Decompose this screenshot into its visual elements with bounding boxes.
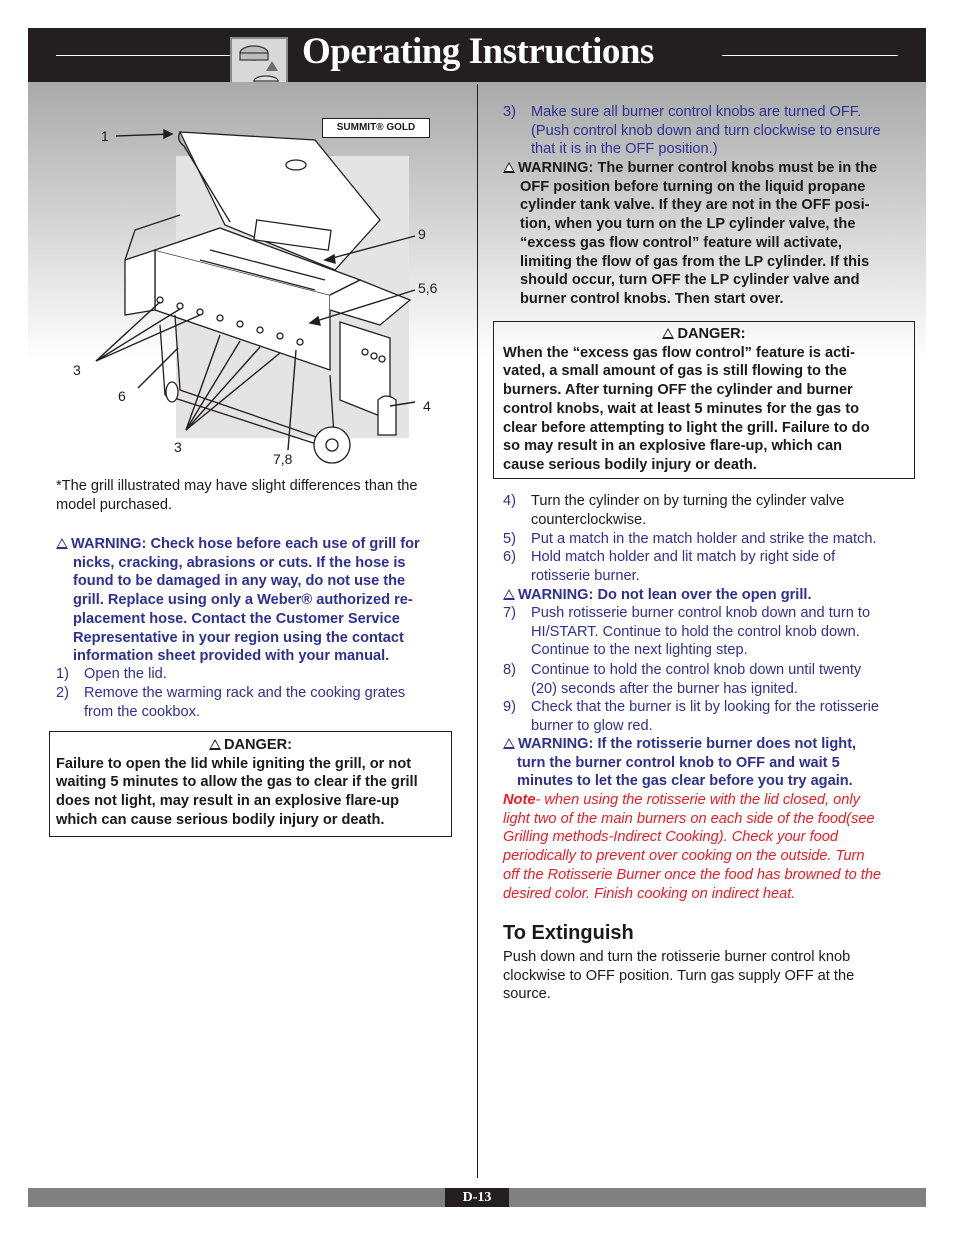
- rotisserie-note: Note- when using the rotisserie with the lid closed, only light two of the main burners on each side of the food(see Grilling methods-Indirect Cooking). Check your food periodically to prevent over cooking on the outside. Turn off the Rotisserie Burner once the food has browned to the desired color. Finish cooking on indirect heat.: [503, 792, 882, 902]
- hose-warning: WARNING: Check hose before each use of grill for nicks, cracking, abrasions or cuts. If the hose is found to be damaged in any way, do not use the grill. Replace using only a Weber® authorized re- placement hose. Contact the Customer Service Representative in your region using the contact information sheet provided with your manual.: [56, 535, 456, 666]
- grill-illustration: [60, 110, 420, 470]
- step-2: 2) Remove the warming rack and the cooking grates from the cookbox.: [56, 685, 406, 720]
- page-number: D-13: [445, 1188, 509, 1207]
- danger-box-lid: DANGER: Failure to open the lid while igniting the grill, or not waiting 5 minutes to allow the gas to clear if the grill does not light, may result in an explosive flare-up which can cause serious bodily injury or death.: [49, 731, 452, 837]
- warning-icon: [56, 538, 68, 549]
- callout-4: 4: [423, 398, 431, 414]
- section-title-extinguish: To Extinguish: [503, 922, 634, 944]
- warning-icon: [662, 328, 674, 339]
- header-rule-right: [722, 55, 898, 56]
- extinguish-text: Push down and turn the rotisserie burner control knob clockwise to OFF position. Turn gas supply OFF at the source.: [503, 949, 855, 1003]
- danger-box-gas-flow: DANGER: When the “excess gas flow control” feature is acti- vated, a small amount of gas is still flowing to the burners. After turning OFF the cylinder and burner control knobs, wait at least 5 minutes for the gas to clear before attempting to light the grill. Failure to do so may result in an explosive flare-up, which can cause serious bodily injury or death.: [493, 321, 915, 479]
- warning-icon: [209, 739, 221, 750]
- page-header: [28, 28, 926, 82]
- knob-warning: WARNING: The burner control knobs must be in the OFF position before turning on the liquid propane cylinder tank valve. If they are not in the OFF posi- tion, when you turn on the LP cylinder valve, the “excess gas flow control” feature will activate, limiting the flow of gas from the LP cylinder. If this should occur, turn OFF the LP cylinder valve and burner control knobs. Then start over.: [503, 159, 923, 309]
- callout-3b: 3: [174, 439, 182, 455]
- rotisserie-warning: WARNING: If the rotisserie burner does not light, turn the burner control knob to OFF and wait 5 minutes to let the gas clear before you try again.: [503, 735, 923, 791]
- step-3: 3) Make sure all burner control knobs are turned OFF. (Push control knob down and turn clockwise to ensure that it is in the OFF position.): [503, 104, 881, 158]
- step-5: 5) Put a match in the match holder and strike the match.: [503, 531, 877, 547]
- callout-5-6: 5,6: [418, 280, 438, 296]
- page-title: Operating Instructions: [302, 31, 654, 72]
- callout-6: 6: [118, 388, 126, 404]
- illustration-note: *The grill illustrated may have slight differences than the model purchased.: [56, 478, 418, 513]
- step-6: 6) Hold match holder and lit match by right side of rotisserie burner.: [503, 549, 836, 584]
- warning-icon: [503, 589, 515, 600]
- callout-9: 9: [418, 226, 426, 242]
- callout-1: 1: [101, 128, 109, 144]
- warning-icon: [503, 738, 515, 749]
- step-1: 1) Open the lid.: [56, 666, 167, 682]
- lean-warning: WARNING: Do not lean over the open grill.: [503, 586, 923, 605]
- column-divider: [477, 84, 478, 1178]
- callout-3a: 3: [73, 362, 81, 378]
- header-rule-left: [56, 55, 258, 56]
- step-7: 7) Push rotisserie burner control knob down and turn to HI/START. Continue to hold the control knob down. Continue to the next lighting step.: [503, 605, 871, 659]
- page-footer: [28, 1188, 926, 1207]
- step-9: 9) Check that the burner is lit by looking for the rotisserie burner to glow red.: [503, 699, 879, 734]
- step-4: 4) Turn the cylinder on by turning the cylinder valve counterclockwise.: [503, 493, 845, 528]
- callout-7-8: 7,8: [273, 451, 293, 467]
- note-label: Note: [503, 792, 536, 808]
- warning-icon: [503, 162, 515, 173]
- step-8: 8) Continue to hold the control knob down until twenty (20) seconds after the burner has ignited.: [503, 662, 862, 697]
- summit-gold-logo: SUMMIT® GOLD: [322, 118, 430, 138]
